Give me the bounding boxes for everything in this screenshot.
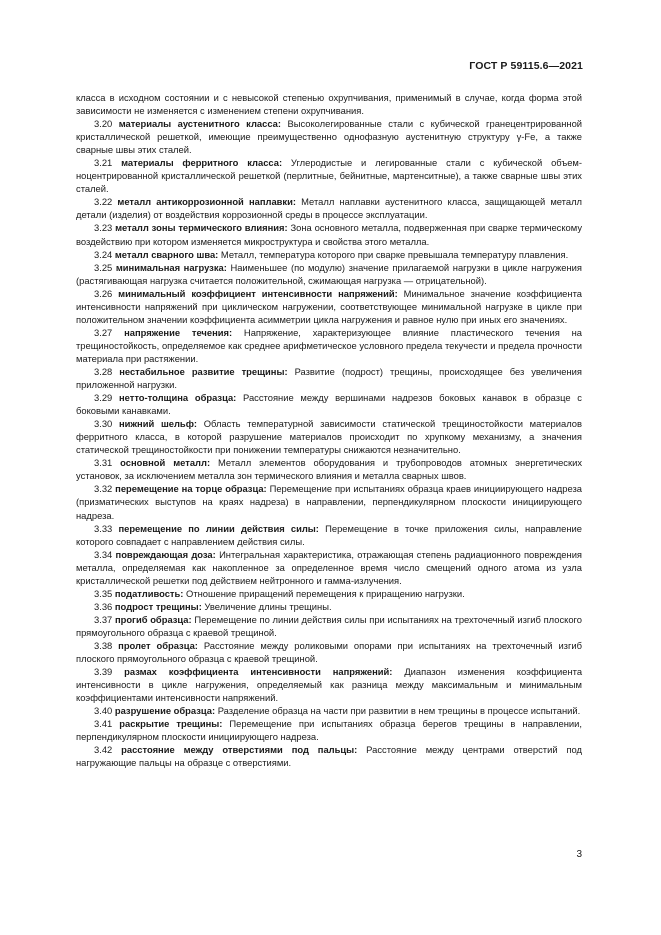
definition-entry: [76, 456, 582, 482]
definition-entry: [76, 156, 582, 195]
definition-entry: [76, 600, 582, 613]
definition-entry: [76, 221, 582, 247]
definition-entry: [76, 326, 582, 365]
definition-term: перемещение по линии действия силы:: [118, 522, 319, 534]
definition-term: раскрытие трещины:: [119, 718, 223, 730]
definition-number: 3.27: [94, 326, 113, 338]
definition-entry: [76, 287, 582, 326]
definition-entry: [76, 261, 582, 287]
definition-entry: [76, 117, 582, 156]
definition-entry: [76, 665, 582, 704]
definition-text: Область температурной зависимости статической трещиностойкости материалов ферритного класса, в которой разрушение материалов происходит по хрупкому механизму, а значения статической трещиностойкости при понижении температуры снижаются незначительно.: [76, 418, 582, 456]
definition-number: 3.40: [94, 705, 113, 717]
definition-entry: [76, 717, 582, 743]
definition-text: Металл элементов оборудования и трубопроводов атомных энергетических установок, за исключением металла зон термического влияния и металла сварных швов.: [76, 457, 583, 482]
definition-number: 3.20: [94, 118, 113, 130]
definition-text: Расстояние между вершинами надрезов боковых канавок в образце с боковыми канавками.: [76, 392, 582, 417]
document-body: [76, 91, 582, 769]
definition-entry: [76, 248, 582, 261]
definition-number: 3.34: [94, 548, 113, 560]
definition-text: Минимальное значение коэффициента интенсивности напряжений при циклическом нагружении, соответствующее минимальной нагрузке в цикле при положительном значении коэффициента асимметрии цикла нагружения и равное нулю при иных его значениях.: [76, 287, 582, 325]
definition-number: 3.29: [94, 392, 113, 404]
definition-text: Перемещение при испытаниях образца берегов трещины в направлении, перпендикулярном плоскости инициирующего надреза.: [76, 718, 583, 743]
definition-text: Зона основного металла, подверженная при сварке термическому воздействию при котором изменяется микроструктура и свойства этого металла.: [76, 222, 583, 247]
definition-number: 3.42: [94, 744, 113, 756]
definition-number: 3.25: [94, 261, 113, 273]
definition-term: повреждающая доза:: [115, 548, 216, 560]
page-number: 3: [576, 849, 582, 860]
definition-term: подрост трещины:: [114, 600, 202, 612]
definition-text: Перемещение по линии действия силы при испытаниях на трехточечный изгиб плоского прямоугольного образца с краевой трещиной.: [76, 613, 582, 638]
definition-number: 3.23: [94, 222, 113, 234]
definition-term: металл сварного шва:: [114, 248, 219, 260]
definition-number: 3.21: [94, 157, 113, 169]
definition-term: материалы ферритного класса:: [121, 157, 283, 169]
definition-term: размах коэффициента интенсивности напряжений:: [124, 666, 393, 678]
definition-term: пролет образца:: [118, 639, 198, 651]
definition-number: 3.39: [94, 666, 113, 678]
definition-number: 3.22: [94, 196, 113, 208]
definition-number: 3.37: [94, 613, 113, 625]
definition-term: материалы аустенитного класса:: [118, 118, 282, 130]
definition-entry: [76, 548, 582, 587]
definition-text: Отношение приращений перемещения к приращению нагрузки.: [186, 587, 465, 599]
definition-number: 3.41: [94, 718, 113, 730]
definition-text: Наименьшее (по модулю) значение прилагаемой нагрузки в цикле нагружения (растягивающая нагрузка считается положительной, сжимающая нагрузка — отрицательной).: [76, 261, 582, 286]
definition-text: Высоколегированные стали с кубической гранецентрированной кристаллической решеткой, имеющие преимущественно однофазную аустенитную структуру γ-Fe, а также сварные швы этих сталей.: [76, 118, 583, 156]
definition-text: Перемещение при испытаниях образца краев инициирующего надреза (призматических выступов на краях надреза) в направлении, перпендикулярном плоскости инициирующего надреза.: [76, 483, 582, 521]
definition-term: металл антикоррозионной наплавки:: [117, 196, 296, 208]
definition-text: Интегральная характеристика, отражающая степень радиационного повреждения металла, определяемая как накопленное за определенное время число смещений одного атома из узла кристаллической решетки под действием нейтронного и гамма-излучения.: [76, 548, 583, 586]
definition-term: расстояние между отверстиями под пальцы:: [121, 744, 358, 756]
definition-entry: [76, 704, 582, 717]
definition-entry: [76, 482, 582, 521]
definition-term: нижний шельф:: [118, 418, 198, 430]
definition-number: 3.30: [94, 418, 113, 430]
definition-entry: [76, 639, 582, 665]
definition-number: 3.38: [94, 639, 113, 651]
definition-entry: [76, 417, 582, 456]
definition-term: минимальная нагрузка:: [115, 261, 227, 273]
definition-text: Металл наплавки аустенитного класса, защищающей металл детали (изделия) от воздействия коррозионной среды в процессе эксплуатации.: [76, 196, 583, 221]
definition-text: Расстояние между центрами отверстий под нагружающие пальцы на образце с отверстиями.: [76, 744, 582, 769]
definition-term: минимальный коэффициент интенсивности напряжений:: [118, 287, 398, 299]
definition-term: нестабильное развитие трещины:: [119, 365, 288, 377]
definition-text: Напряжение, характеризующее влияние пластического течения на трещиностойкость, определяемое как среднее арифметическое условного предела текучести и предела прочности материала при растяжении.: [76, 326, 582, 364]
definition-text: Разделение образца на части при развитии в нем трещины в процессе испытаний.: [217, 705, 581, 717]
definition-number: 3.36: [94, 600, 113, 612]
definition-entry: [76, 743, 582, 769]
definition-text: Развитие (подрост) трещины, происходящее без увеличения приложенной нагрузки.: [76, 365, 582, 391]
definition-entry: [76, 587, 582, 600]
document-id-header: ГОСТ Р 59115.6—2021: [469, 60, 583, 72]
definition-number: 3.33: [94, 522, 113, 534]
definition-entry: [76, 391, 582, 417]
definition-number: 3.24: [94, 248, 113, 260]
definition-term: напряжение течения:: [124, 326, 233, 338]
definition-number: 3.28: [94, 365, 113, 377]
definition-entry: [76, 522, 582, 548]
definition-text: Углеродистые и легированные стали с кубической объемноцентрированной кристаллической решеткой (перлитные, бейнитные, мартенситные), а также сварные швы этих сталей.: [76, 157, 582, 195]
definition-term: перемещение на торце образца:: [115, 483, 267, 495]
continuation-paragraph: класса в исходном состоянии и с невысокой степенью охрупчивания, применимый в случае, когда форма этой зависимости не изменяется с изменением степени охрупчивания.: [76, 92, 582, 117]
definition-text: Диапазон изменения коэффициента интенсивности в цикле нагружения, определяемый как разница между максимальным и минимальным коэффициентами интенсивности напряжений.: [76, 666, 583, 704]
definition-text: Расстояние между роликовыми опорами при испытаниях на трехточечный изгиб плоского прямоугольного образца с краевой трещиной.: [76, 639, 583, 665]
definition-entry: [76, 613, 582, 639]
definition-entry: [76, 365, 582, 391]
definition-entry: [76, 195, 582, 221]
definition-text: Металл, температура которого при сварке превышала температуру плавления.: [220, 248, 569, 260]
definition-text: Перемещение в точке приложения силы, направление которого совпадает с направлением действия силы.: [76, 522, 582, 547]
definition-number: 3.26: [94, 287, 113, 299]
definition-term: разрушение образца:: [114, 705, 216, 717]
definition-number: 3.35: [94, 587, 113, 599]
definition-term: металл зоны термического влияния:: [115, 222, 288, 234]
definition-term: нетто-толщина образца:: [118, 392, 237, 404]
definition-term: податливость:: [114, 587, 184, 599]
definition-number: 3.31: [94, 457, 113, 469]
definition-number: 3.32: [94, 483, 113, 495]
definition-text: Увеличение длины трещины.: [204, 600, 332, 612]
definition-term: прогиб образца:: [114, 613, 192, 625]
definition-term: основной металл:: [120, 457, 211, 469]
